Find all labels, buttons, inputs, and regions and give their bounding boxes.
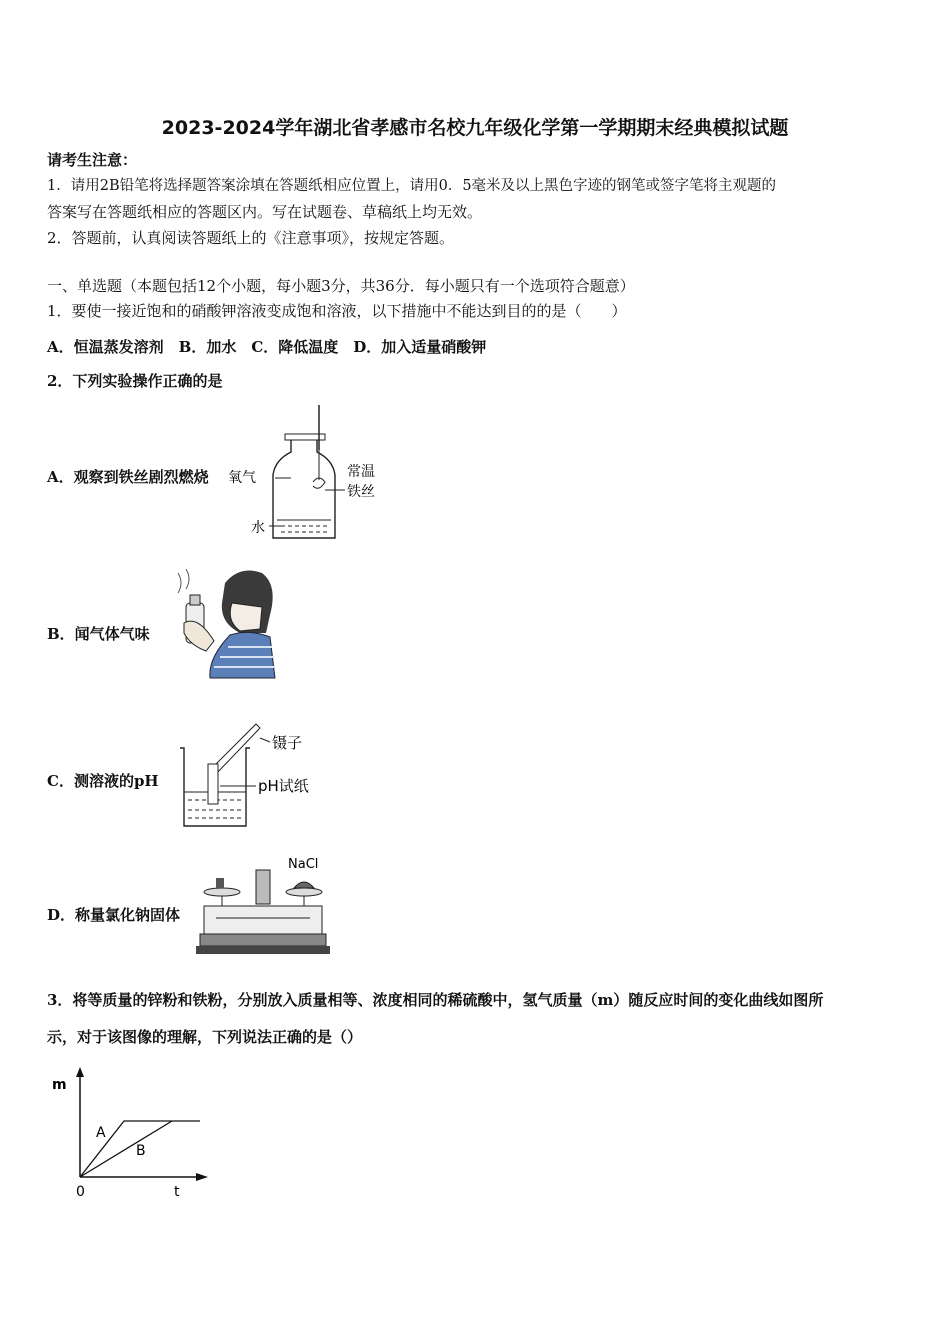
y-axis-label: m <box>52 1077 67 1093</box>
curve-b-label: B <box>136 1143 146 1159</box>
hydrogen-mass-graph <box>48 1063 218 1203</box>
question-1-stem: 1．要使一接近饱和的硝酸钾溶液变成饱和溶液，以下措施中不能达到目的的是（ ） <box>47 302 627 320</box>
curve-a-label: A <box>96 1125 106 1141</box>
question-2-stem: 2．下列实验操作正确的是 <box>47 372 223 390</box>
notice-line-2: 2．答题前，认真阅读答题纸上的《注意事项》，按规定答题。 <box>47 229 455 247</box>
origin-label: 0 <box>76 1184 85 1200</box>
question-3-stem-line-2: 示，对于该图像的理解，下列说法正确的是（） <box>47 1028 363 1046</box>
section-heading: 一、单选题（本题包括12个小题，每小题3分，共36分．每小题只有一个选项符合题意） <box>47 277 635 295</box>
smelling-gas-figure <box>170 563 280 683</box>
label-water: 水 <box>251 520 265 536</box>
page-title: 2023-2024学年湖北省孝感市名校九年级化学第一学期期末经典模拟试题 <box>161 117 789 139</box>
x-axis-arrow <box>196 1173 208 1181</box>
notice-heading: 请考生注意： <box>47 151 138 169</box>
ph-test-figure <box>176 718 326 833</box>
question-2-option-b: B．闻气体气味 <box>47 625 150 643</box>
label-room-temp: 常温 <box>347 464 375 480</box>
question-2-option-d: D．称量氯化钠固体 <box>47 906 181 924</box>
question-3-stem-line-1: 3．将等质量的锌粉和铁粉，分别放入质量相等、浓度相同的稀硫酸中，氢气质量（m）随反应时间的变化曲线如图所 <box>47 991 824 1009</box>
label-nacl: NaCl <box>288 857 319 872</box>
question-1-options: A．恒温蒸发溶剂 B．加水 C．降低温度 D．加入适量硝酸钾 <box>47 338 487 356</box>
question-2-option-a: A．观察到铁丝剧烈燃烧 <box>47 468 209 486</box>
label-iron-wire: 铁丝 <box>347 484 375 500</box>
notice-line-1b: 答案写在答题纸相应的答题区内。写在试题卷、草稿纸上均无效。 <box>47 203 483 221</box>
balance-figure <box>196 852 336 960</box>
curve-b <box>80 1121 172 1177</box>
iron-combustion-figure <box>225 400 390 545</box>
label-oxygen: 氧气 <box>228 470 256 486</box>
notice-line-1a: 1．请用2B铅笔将选择题答案涂填在答题纸相应位置上，请用0．5毫米及以上黑色字迹的钢笔或签字笔将主观题的 <box>47 178 777 194</box>
x-axis-label: t <box>174 1184 180 1200</box>
label-tweezers: 镊子 <box>272 734 303 752</box>
y-axis-arrow <box>76 1067 84 1077</box>
question-2-option-c: C．测溶液的pH <box>47 772 159 790</box>
label-ph-paper: pH试纸 <box>258 777 309 795</box>
